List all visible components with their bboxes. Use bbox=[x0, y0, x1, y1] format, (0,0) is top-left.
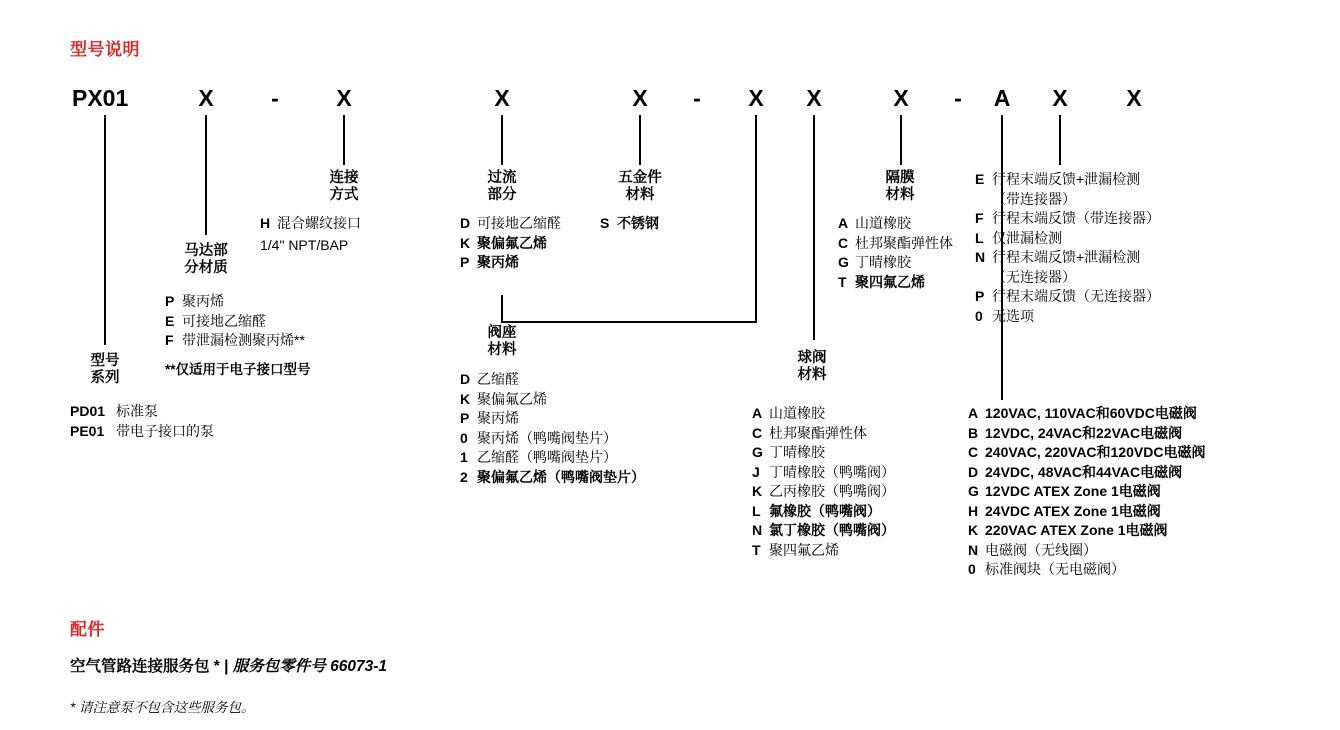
group-header-hardware-line1: 五金件 bbox=[618, 170, 662, 186]
group-header-diaphragm-line2: 材料 bbox=[885, 187, 915, 203]
list-item bbox=[600, 214, 659, 234]
option-value: 聚偏氟乙烯（鸭嘴阀垫片） bbox=[477, 468, 645, 485]
option-key: PE01 bbox=[70, 422, 105, 439]
option-key: A bbox=[752, 405, 763, 421]
option-value: 乙缩醛 bbox=[477, 371, 519, 387]
option-key: H bbox=[260, 215, 271, 231]
list-item bbox=[460, 234, 561, 254]
option-list-connection bbox=[260, 214, 361, 255]
group-header-diaphragm-line1: 隔膜 bbox=[885, 170, 915, 186]
option-value: 聚丙烯 bbox=[477, 410, 519, 426]
code-char: X bbox=[494, 85, 510, 111]
option-list-feedback bbox=[975, 170, 1160, 326]
list-item bbox=[460, 370, 645, 390]
group-header-ball-line1: 球阀 bbox=[797, 350, 827, 366]
option-key: N bbox=[975, 249, 986, 265]
option-key: S bbox=[600, 215, 610, 231]
option-value: 杜邦聚酯弹性体 bbox=[855, 234, 953, 251]
leader-line-diaphragm bbox=[900, 115, 902, 165]
option-key: P bbox=[460, 254, 470, 270]
option-key: K bbox=[968, 522, 979, 538]
list-item bbox=[975, 307, 1160, 327]
group-header-motor-line2: 分材质 bbox=[184, 260, 228, 276]
list-item bbox=[975, 287, 1160, 307]
code-prefix: PX01 bbox=[72, 85, 129, 111]
option-value: 行程末端反馈+泄漏检测 bbox=[992, 171, 1141, 187]
code-char: X bbox=[198, 85, 214, 111]
list-item bbox=[460, 409, 645, 429]
option-key: C bbox=[752, 424, 763, 441]
list-item bbox=[752, 482, 895, 502]
group-header-wetted-line1: 过流 bbox=[487, 170, 517, 186]
list-item bbox=[968, 443, 1205, 463]
option-key: P bbox=[165, 293, 175, 309]
accessories-title: 配件 bbox=[70, 620, 105, 639]
list-item bbox=[70, 422, 214, 442]
option-value: 聚四氟乙烯 bbox=[769, 541, 839, 558]
list-item bbox=[165, 292, 305, 312]
list-item bbox=[975, 170, 1160, 190]
list-item bbox=[752, 521, 895, 541]
option-key: F bbox=[975, 210, 984, 226]
list-item bbox=[460, 214, 561, 234]
option-list-series bbox=[70, 402, 214, 441]
option-value: 丁晴橡胶 bbox=[855, 254, 911, 270]
option-key: T bbox=[752, 541, 761, 558]
group-header-series-line1: 型号 bbox=[90, 353, 120, 369]
option-value-continuation: （带连接器） bbox=[992, 190, 1076, 207]
accessories-footnote: * 请注意泵不包含这些服务包。 bbox=[70, 700, 255, 715]
accessories-line bbox=[70, 654, 387, 676]
group-header-diaphragm bbox=[848, 170, 952, 204]
option-list-wetted bbox=[460, 214, 561, 273]
list-item bbox=[975, 229, 1160, 249]
option-value: 杜邦聚酯弹性体 bbox=[769, 424, 867, 441]
option-key: 0 bbox=[975, 307, 983, 324]
leader-line-series bbox=[104, 115, 106, 345]
list-item bbox=[460, 390, 645, 410]
option-value: 标准阀块（无电磁阀） bbox=[985, 561, 1125, 577]
option-key: A bbox=[838, 215, 849, 231]
option-value: 行程末端反馈+泄漏检测 bbox=[992, 249, 1141, 265]
leader-line-hardware bbox=[639, 115, 641, 165]
option-key: P bbox=[460, 410, 470, 426]
option-list-ball bbox=[752, 404, 895, 560]
option-key: C bbox=[838, 234, 849, 251]
option-value: 丁晴橡胶 bbox=[769, 444, 825, 460]
connection-extra: 1/4" NPT/BAP bbox=[260, 236, 349, 253]
option-value: 标准泵 bbox=[116, 403, 158, 419]
option-key: K bbox=[752, 483, 763, 499]
leader-line-motor bbox=[205, 115, 207, 235]
option-value: 聚丙烯 bbox=[182, 293, 224, 309]
list-item bbox=[968, 502, 1205, 522]
code-char: X bbox=[632, 85, 648, 111]
option-value: 聚偏氟乙烯 bbox=[477, 234, 547, 251]
option-key: P bbox=[975, 288, 985, 304]
option-value: 乙丙橡胶（鸭嘴阀） bbox=[769, 483, 895, 499]
option-value: 氟橡胶（鸭嘴阀） bbox=[769, 502, 881, 519]
code-char: X bbox=[748, 85, 764, 111]
option-value: 仅泄漏检测 bbox=[992, 229, 1062, 246]
list-item bbox=[260, 214, 361, 234]
list-item bbox=[752, 463, 895, 483]
option-value: 24VDC ATEX Zone 1电磁阀 bbox=[985, 502, 1161, 519]
code-char: X bbox=[806, 85, 822, 111]
option-key: N bbox=[752, 522, 763, 538]
code-char: X bbox=[893, 85, 909, 111]
option-value: 220VAC ATEX Zone 1电磁阀 bbox=[985, 522, 1168, 538]
option-value: 12VDC, 24VAC和22VAC电磁阀 bbox=[985, 424, 1183, 441]
list-item bbox=[165, 312, 305, 332]
group-header-wetted-line2: 部分 bbox=[487, 187, 517, 203]
page-title: 型号说明 bbox=[70, 40, 140, 59]
code-dash: - bbox=[954, 85, 962, 111]
group-header-motor bbox=[152, 243, 260, 277]
motor-footnote: **仅适用于电子接口型号 bbox=[165, 362, 311, 377]
group-header-seat-line1: 阀座 bbox=[487, 325, 517, 341]
list-item bbox=[838, 214, 953, 234]
leader-line-connection bbox=[343, 115, 345, 165]
list-item bbox=[968, 560, 1205, 580]
option-key: D bbox=[968, 463, 979, 480]
group-header-series-line2: 系列 bbox=[90, 370, 120, 386]
option-key: 0 bbox=[968, 561, 976, 577]
group-header-motor-line1: 马达部 bbox=[184, 243, 228, 259]
option-value: 山道橡胶 bbox=[769, 405, 825, 421]
option-value: 无选项 bbox=[992, 307, 1034, 324]
code-dash: - bbox=[693, 85, 701, 111]
group-header-ball bbox=[760, 350, 864, 384]
list-item bbox=[460, 253, 561, 273]
group-header-seat-line2: 材料 bbox=[487, 342, 517, 358]
option-key: PD01 bbox=[70, 403, 106, 419]
option-key: F bbox=[165, 332, 174, 348]
leader-line-seat-vertical bbox=[755, 115, 757, 323]
list-item bbox=[975, 248, 1160, 268]
option-value: 240VAC, 220VAC和120VDC电磁阀 bbox=[985, 444, 1206, 460]
leader-line-wetted bbox=[501, 115, 503, 165]
option-list-solenoid bbox=[968, 404, 1205, 580]
option-key: J bbox=[752, 463, 760, 480]
option-key: T bbox=[838, 273, 847, 290]
list-item bbox=[752, 541, 895, 561]
list-item bbox=[460, 448, 645, 468]
list-item bbox=[975, 209, 1160, 229]
option-value: 带泄漏检测聚丙烯** bbox=[182, 332, 305, 348]
group-header-wetted bbox=[450, 170, 554, 204]
list-item bbox=[752, 502, 895, 522]
option-key: G bbox=[838, 254, 849, 270]
list-item bbox=[165, 331, 305, 351]
list-item bbox=[752, 443, 895, 463]
option-value: 12VDC ATEX Zone 1电磁阀 bbox=[985, 483, 1161, 499]
option-value: 聚丙烯（鸭嘴阀垫片） bbox=[477, 429, 617, 446]
group-header-connection bbox=[290, 170, 398, 204]
option-value: 不锈钢 bbox=[617, 215, 659, 231]
accessories-pack-name: 空气管路连接服务包 * | bbox=[70, 658, 233, 675]
option-key: K bbox=[460, 234, 471, 251]
code-char: A bbox=[993, 85, 1011, 111]
group-header-ball-line2: 材料 bbox=[797, 367, 827, 383]
option-key: E bbox=[975, 171, 985, 187]
option-key: B bbox=[968, 424, 979, 441]
option-key: D bbox=[460, 215, 471, 231]
list-item bbox=[968, 482, 1205, 502]
leader-line-seat-stub bbox=[501, 295, 503, 323]
option-value: 山道橡胶 bbox=[855, 215, 911, 231]
group-header-hardware bbox=[588, 170, 692, 204]
code-dash: - bbox=[271, 85, 279, 111]
option-key: E bbox=[165, 312, 175, 329]
accessories-part-number: 服务包零件号 66073-1 bbox=[232, 658, 387, 675]
option-value: 聚偏氟乙烯 bbox=[477, 390, 547, 407]
option-value: 聚四氟乙烯 bbox=[855, 273, 925, 290]
option-value: 混合螺纹接口 bbox=[277, 215, 361, 231]
list-item bbox=[968, 424, 1205, 444]
group-header-hardware-line2: 材料 bbox=[625, 187, 655, 203]
group-header-seat bbox=[450, 325, 554, 359]
option-value: 可接地乙缩醛 bbox=[477, 215, 561, 231]
option-value: 行程末端反馈（带连接器） bbox=[992, 210, 1160, 226]
list-item bbox=[460, 429, 645, 449]
option-key: L bbox=[975, 229, 984, 246]
code-char: X bbox=[336, 85, 352, 111]
list-item bbox=[70, 402, 214, 422]
option-value: 乙缩醛（鸭嘴阀垫片） bbox=[477, 449, 617, 465]
list-item bbox=[752, 404, 895, 424]
option-list-motor bbox=[165, 292, 305, 351]
option-key: 2 bbox=[460, 468, 468, 485]
leader-line-ball bbox=[813, 115, 815, 340]
option-list-seat bbox=[460, 370, 645, 487]
code-char: X bbox=[1126, 85, 1142, 111]
list-item bbox=[460, 468, 645, 488]
list-item bbox=[968, 541, 1205, 561]
option-key: L bbox=[752, 502, 761, 519]
option-value: 可接地乙缩醛 bbox=[182, 312, 266, 329]
list-item bbox=[752, 424, 895, 444]
list-item bbox=[968, 463, 1205, 483]
option-key: 0 bbox=[460, 429, 468, 446]
option-value: 24VDC, 48VAC和44VAC电磁阀 bbox=[985, 463, 1183, 480]
option-list-hardware bbox=[600, 214, 659, 234]
option-value: 丁晴橡胶（鸭嘴阀） bbox=[769, 463, 895, 480]
option-value: 行程末端反馈（无连接器） bbox=[992, 288, 1160, 304]
option-value: 聚丙烯 bbox=[477, 254, 519, 270]
list-item bbox=[968, 404, 1205, 424]
option-value: 带电子接口的泵 bbox=[116, 422, 214, 439]
option-value: 氯丁橡胶（鸭嘴阀） bbox=[769, 522, 895, 538]
group-header-connection-line2: 方式 bbox=[329, 187, 359, 203]
leader-line-seat-horizontal bbox=[501, 321, 757, 323]
option-key: H bbox=[968, 502, 979, 519]
group-header-connection-line1: 连接 bbox=[329, 170, 359, 186]
list-item bbox=[838, 234, 953, 254]
option-value-continuation: （无连接器） bbox=[992, 268, 1076, 285]
leader-line-feedback bbox=[1059, 115, 1061, 165]
option-key: G bbox=[752, 444, 763, 460]
group-header-series bbox=[55, 353, 155, 387]
option-key: K bbox=[460, 390, 471, 407]
list-item bbox=[968, 521, 1205, 541]
option-list-diaphragm bbox=[838, 214, 953, 292]
option-key: G bbox=[968, 483, 979, 499]
option-key: N bbox=[968, 541, 979, 558]
option-key: 1 bbox=[460, 449, 468, 465]
option-key: A bbox=[968, 405, 979, 421]
option-value: 电磁阀（无线圈） bbox=[985, 541, 1097, 558]
option-value: 120VAC, 110VAC和60VDC电磁阀 bbox=[985, 405, 1197, 421]
code-char: X bbox=[1052, 85, 1068, 111]
option-key: D bbox=[460, 371, 471, 387]
list-item bbox=[838, 273, 953, 293]
option-key: C bbox=[968, 444, 979, 460]
list-item bbox=[838, 253, 953, 273]
